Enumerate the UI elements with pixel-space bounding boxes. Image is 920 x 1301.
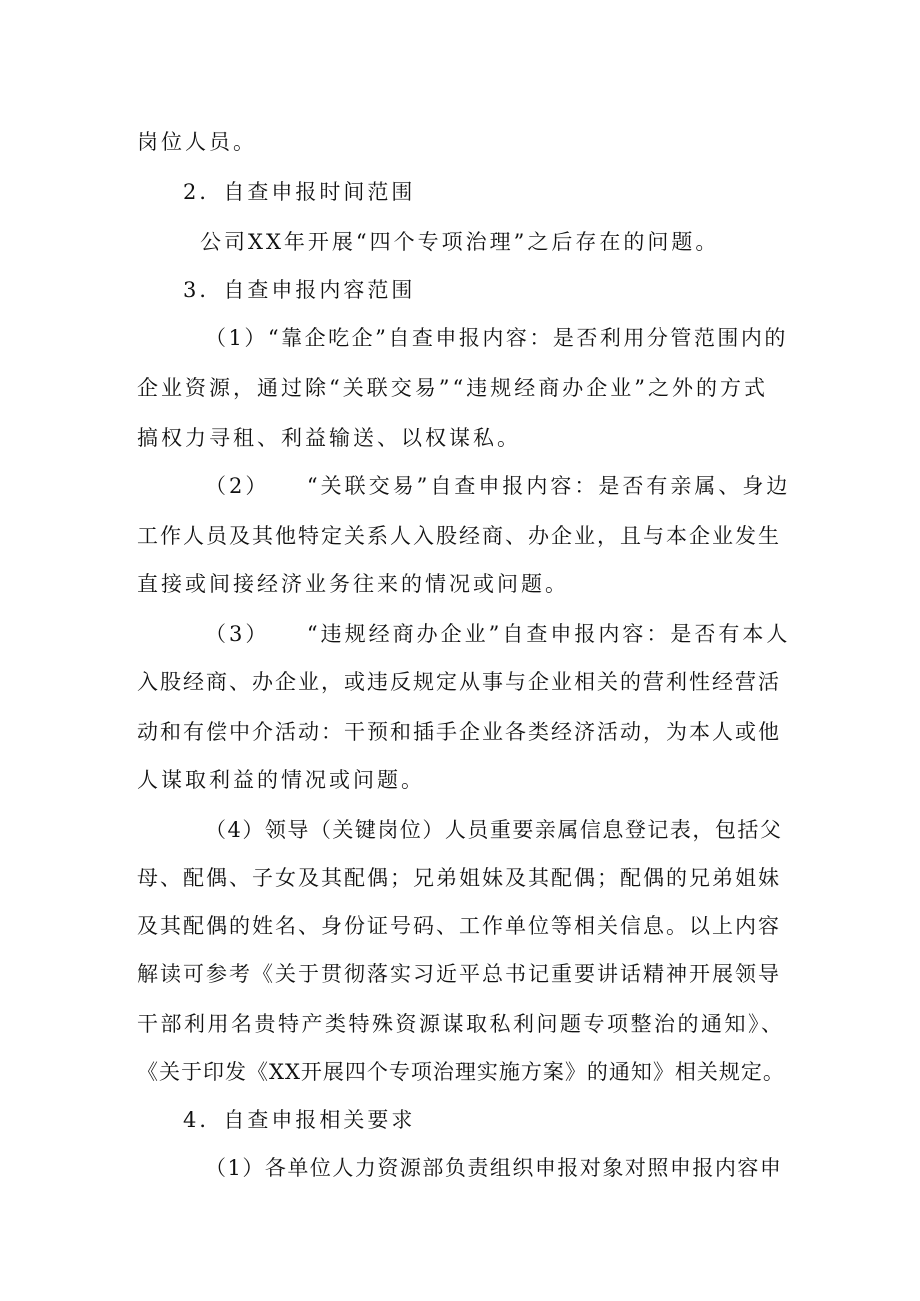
text-line-22: （1）各单位人力资源部负责组织申报对象对照申报内容申 (205, 1156, 783, 1180)
text-line-7: 搞权力寻租、利益输送、以权谋私。 (137, 426, 521, 450)
text-line-12: 入股经商、办企业，或违反规定从事与企业相关的营利性经营活 (137, 670, 781, 694)
section-heading-3: 3．自查申报内容范围 (183, 278, 416, 302)
text-line-15: （4）领导（关键岗位）人员重要亲属信息登记表，包括父 (205, 818, 783, 842)
text-line-3: 公司XX年开展“四个专项治理”之后存在的问题。 (200, 230, 720, 254)
section-heading-4: 4．自查申报相关要求 (183, 1108, 416, 1132)
text-line-9: 工作人员及其他特定关系人入股经商、办企业，且与本企业发生 (137, 524, 781, 548)
text-line-13: 动和有偿中介活动：干预和插手企业各类经济活动，为本人或他 (137, 720, 781, 744)
text-line-19: 干部利用名贵特产类特殊资源谋取私利问题专项整治的通知》、 (137, 1012, 785, 1036)
text-line-1: 岗位人员。 (137, 130, 257, 154)
text-line-10: 直接或间接经济业务往来的情况或问题。 (137, 572, 569, 596)
text-line-11: （3） “违规经商办企业”自查申报内容：是否有本人 (205, 622, 791, 646)
text-line-14: 人谋取利益的情况或问题。 (137, 768, 425, 792)
text-line-8: （2） “关联交易”自查申报内容：是否有亲属、身边 (205, 474, 791, 498)
section-heading-2: 2．自查申报时间范围 (183, 180, 416, 204)
text-line-17: 及其配偶的姓名、身份证号码、工作单位等相关信息。以上内容 (137, 914, 781, 938)
text-line-20: 《关于印发《XX开展四个专项治理实施方案》的通知》相关规定。 (137, 1060, 785, 1084)
text-line-6: 企业资源，通过除“关联交易”“违规经商办企业”之外的方式 (137, 376, 768, 400)
text-line-5: （1）“靠企吃企”自查申报内容：是否利用分管范围内的 (205, 326, 788, 350)
text-line-16: 母、配偶、子女及其配偶；兄弟姐妹及其配偶；配偶的兄弟姐妹 (137, 866, 781, 890)
text-line-18: 解读可参考《关于贯彻落实习近平总书记重要讲话精神开展领导 (137, 962, 781, 986)
